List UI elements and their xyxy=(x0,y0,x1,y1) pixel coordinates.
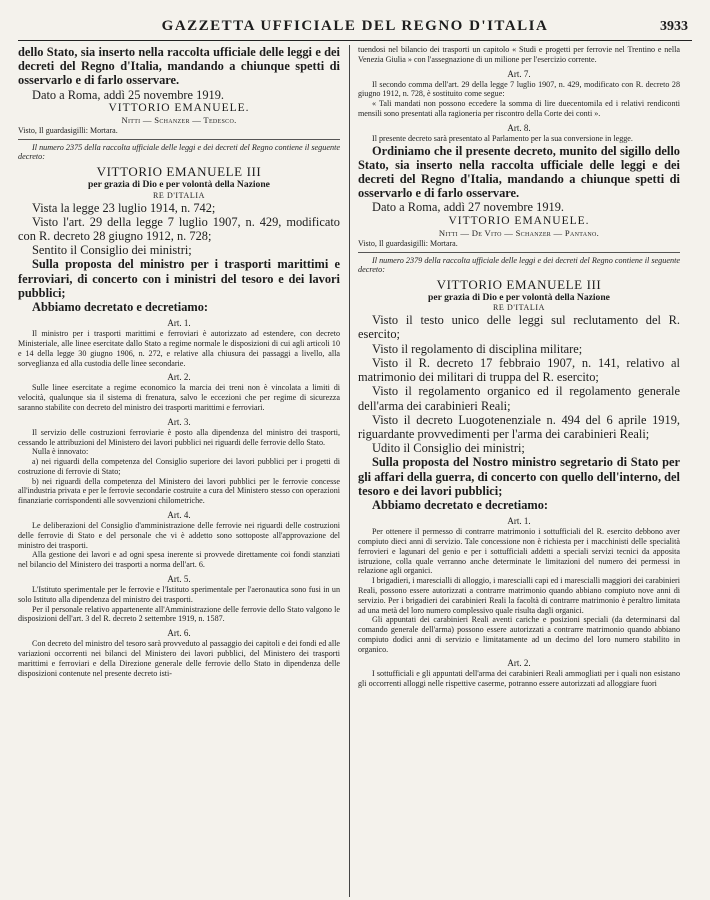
article-text: Le deliberazioni del Consiglio d'amministrazione delle ferrovie nei riguardi delle costruzioni delle ferrovie di Stato e del personale che vi è addetto sono sottoposte all'approvazione del ministro dei trasporti. xyxy=(18,521,340,550)
preamble-item: Sentito il Consiglio dei ministri; xyxy=(32,243,192,258)
article-text: I brigadieri, i marescialli di alloggio, i marescialli capi ed i marescialli maggiori dei carabinieri Reali, possono essere autorizzati a contrarre matrimonio quando abbiano compiuto nove anni di servizio. Per i brigadieri dei carabinieri Reali la facoltà di contrarre matrimonio è peraltro limitata ad una metà del loro numero complessivo quale risulta dagli organici. xyxy=(358,576,680,615)
preamble-item: Sulla proposta del ministro per i trasporti marittimi e ferroviari, di concerto con i ministri del tesoro e dei lavori pubblici; xyxy=(18,257,340,300)
decree-grazia: per grazia di Dio e per volontà della Nazione xyxy=(428,291,610,303)
article-text: « Tali mandati non possono eccedere la somma di lire duecentomila ed i relativi rendiconti mensili sono presentati alla ragioneria per riscontro della Corte dei conti ». xyxy=(358,99,680,118)
decree-date: Dato a Roma, addì 25 novembre 1919. xyxy=(32,87,225,102)
article-label: Art. 3. xyxy=(167,416,191,427)
preamble-item: Visto il testo unico delle leggi sul reclutamento del R. esercito; xyxy=(358,313,680,342)
decree-king-title: VITTORIO EMANUELE III xyxy=(96,164,262,179)
gazette-title: GAZZETTA UFFICIALE DEL REGNO D'ITALIA xyxy=(161,18,549,34)
article-text: Nulla è innovato: xyxy=(32,447,89,457)
article-text: L'Istituto sperimentale per le ferrovie e l'Istituto sperimentale per l'aeronautica sono fusi in un solo Istituto alla dipendenza del ministro dei trasporti. xyxy=(18,585,340,604)
article-text: a) nei riguardi della competenza del Consiglio superiore dei lavori pubblici per i progetti di costruzione di ferrovie di Stato; xyxy=(18,457,340,476)
guardasigilli-visto: Visto, Il guardasigilli: Mortara. xyxy=(358,238,458,248)
left-column xyxy=(18,45,340,897)
preamble-item: Visto il regolamento di disciplina militare; xyxy=(372,341,583,356)
article-label: Art. 5. xyxy=(167,574,191,585)
column-divider xyxy=(349,45,350,897)
article-label: Art. 7. xyxy=(507,68,531,79)
preamble-item: Visto l'art. 29 della legge 7 luglio 1907, n. 429, modificato con R. decreto 28 giugno 1912, n. 728; xyxy=(18,214,340,243)
article-text: Il ministro per i trasporti marittimi e ferroviari è autorizzato ad estendere, con decreto Ministeriale, alle linee esercitate dallo Stato a regime normale le disposizioni di cui agli articoli 10 e 14 della legge 30 giugno 1906, n. 272, e relative alla chiusura dei passaggi a livello, alla sorveglianza ed alla custodia delle linee secondarie. xyxy=(18,329,340,368)
ministers-signatures: Nitti — De Vito — Schanzer — Pantano. xyxy=(438,227,600,238)
article-text: Con decreto del ministro del tesoro sarà provveduto al passaggio dei capitoli e dei fondi ed alle variazioni occorrenti nei bilanci del Ministero dei lavori pubblici, del Ministero dei trasporti marittimi e ferroviari e della Direzione generale delle ferrovie dello Stato in dipendenza delle disposizioni contenute nel presente decreto isti- xyxy=(18,639,340,678)
article-text: Alla gestione dei lavori e ad ogni spesa inerente si provvede direttamente coi fondi stanziati nel bilancio del Ministero dei trasporti a norma dell'art. 6. xyxy=(18,550,340,570)
article-label: Art. 1. xyxy=(507,516,531,527)
decree-re: RE D'ITALIA xyxy=(152,190,206,200)
preamble-item: Vista la legge 23 luglio 1914, n. 742; xyxy=(32,200,216,215)
article-text: Gli appuntati dei carabinieri Reali aventi cariche e posizioni speciali (da determinarsi dal comando generale dell'arma) possono essere autorizzati a contrarre matrimonio quando abbiano compiuto dodici anni di servizio e limitatamente ad un decimo del loro numero stabilito in organico. xyxy=(358,615,680,654)
preamble-item: Visto il R. decreto 17 febbraio 1907, n. 141, relativo al matrimonio dei militari di truppa del R. esercito; xyxy=(358,355,680,385)
section-divider xyxy=(18,139,340,140)
article-text: Il presente decreto sarà presentato al Parlamento per la sua conversione in legge. xyxy=(372,133,633,143)
right-column xyxy=(358,45,680,897)
article-text: Il secondo comma dell'art. 29 della legge 7 luglio 1907, n. 429, modificato con R. decreto 28 giugno 1912, n. 728, è sostituito come segue: xyxy=(358,79,680,99)
article-text: b) nei riguardi della competenza del Ministero dei lavori pubblici per le ferrovie concesse all'industria privata e per le ferrovie secondarie costruite a cura del Ministero stesso con operazioni finanziarie corrispondenti alle sovvenzioni chilometriche. xyxy=(18,476,340,506)
article-label: Art. 6. xyxy=(167,628,191,639)
guardasigilli-visto: Visto, Il guardasigilli: Mortara. xyxy=(18,125,118,135)
preamble-item: Abbiamo decretato e decretiamo: xyxy=(32,299,209,314)
decree-date: Dato a Roma, addì 27 novembre 1919. xyxy=(372,200,565,215)
ministers-signatures: Nitti — Schanzer — Tedesco. xyxy=(121,114,237,125)
decree-grazia: per grazia di Dio e per volontà della Nazione xyxy=(88,179,270,190)
preamble-item: Visto il decreto Luogotenenziale n. 494 del 6 aprile 1919, riguardante provvedimenti per l'arma dei carabinieri Reali; xyxy=(358,412,680,441)
decree-king-title: VITTORIO EMANUELE III xyxy=(436,276,602,292)
king-signature: VITTORIO EMANUELE. xyxy=(448,214,590,227)
closing-formula: Ordiniamo che il presente decreto, munito del sigillo dello Stato, sia inserto nella raccolta ufficiale delle leggi e dei decreti del Regno d'Italia, mandando a chiunque spetti di osservarlo e di farlo osservare. xyxy=(358,143,680,201)
article-text: Per ottenere il permesso di contrarre matrimonio i sottufficiali del R. esercito debbono aver compiuto dieci anni di servizio. Tale concessione non è richiesta per i macchinisti delle specialità ferrovieri e lagunari del genio e per i sottufficiali addetti a speciali servizi tecnici da apposita istruzione, colla quale verranno anche determinate le limitazioni del numero dei permessi in relazione agli organici. xyxy=(358,527,680,576)
preamble-item: Abbiamo decretato e decretiamo: xyxy=(372,497,549,512)
article-text: tuendosi nel bilancio dei trasporti un capitolo « Studi e progetti per ferrovie nel Trentino e nella Venezia Giulia » con l'assegnazione di un milione per l'esercizio corrente. xyxy=(358,45,680,64)
article-label: Art. 1. xyxy=(167,318,191,329)
article-text: Sulle linee esercitate a regime economico la marcia dei treni non è vincolata a limiti di velocità, qualunque sia il sistema di frenatura, salvo le eccezioni che per regime di sicurezza saranno stabilite con decreto del ministro dei trasporti marittimi e ferroviari. xyxy=(18,383,340,412)
king-signature: VITTORIO EMANUELE. xyxy=(108,101,250,114)
article-text: Il servizio delle costruzioni ferroviarie è posto alla dipendenza del ministro dei trasporti, cessando le attribuzioni del Ministero dei lavori pubblici nei riguardi delle ferrovie dello Stato. xyxy=(18,427,340,447)
preamble-item: Udito il Consiglio dei ministri; xyxy=(372,441,525,456)
decree-intro: Il numero 2379 della raccolta ufficiale delle leggi e dei decreti del Regno contiene il seguente decreto: xyxy=(358,255,680,275)
page-number: 3933 xyxy=(660,19,688,34)
article-label: Art. 2. xyxy=(167,372,191,383)
columns xyxy=(18,45,692,897)
decree-intro: Il numero 2375 della raccolta ufficiale delle leggi e dei decreti del Regno contiene il seguente decreto: xyxy=(18,142,340,162)
article-label: Art. 2. xyxy=(507,658,531,669)
article-label: Art. 4. xyxy=(167,510,191,521)
decree-re: RE D'ITALIA xyxy=(492,303,546,313)
article-text: Per il personale relativo appartenente all'Amministrazione delle ferrovie dello Stato valgono le disposizioni dell'art. 3 del R. decreto 2 settembre 1919, n. 1587. xyxy=(18,604,340,624)
page-header xyxy=(18,14,692,41)
closing-formula: dello Stato, sia inserto nella raccolta ufficiale delle leggi e dei decreti del Regno d'Italia, mandando a chiunque spetti di osservarlo e di farlo osservare. xyxy=(18,45,340,88)
preamble-item: Sulla proposta del Nostro ministro segretario di Stato per gli affari della guerra, di concerto con quello dell'interno, del tesoro e dei lavori pubblici; xyxy=(358,455,680,498)
preamble-item: Visto il regolamento organico ed il regolamento generale dell'arma dei carabinieri Reali; xyxy=(358,384,680,413)
section-divider xyxy=(358,252,680,253)
article-text: I sottufficiali e gli appuntati dell'arma dei carabinieri Reali ammogliati per i quali non esistano gli occorrenti alloggi nelle rispettive caserme, potranno essere autorizzati ad alloggiare fuori xyxy=(358,669,680,689)
article-label: Art. 8. xyxy=(507,122,531,133)
